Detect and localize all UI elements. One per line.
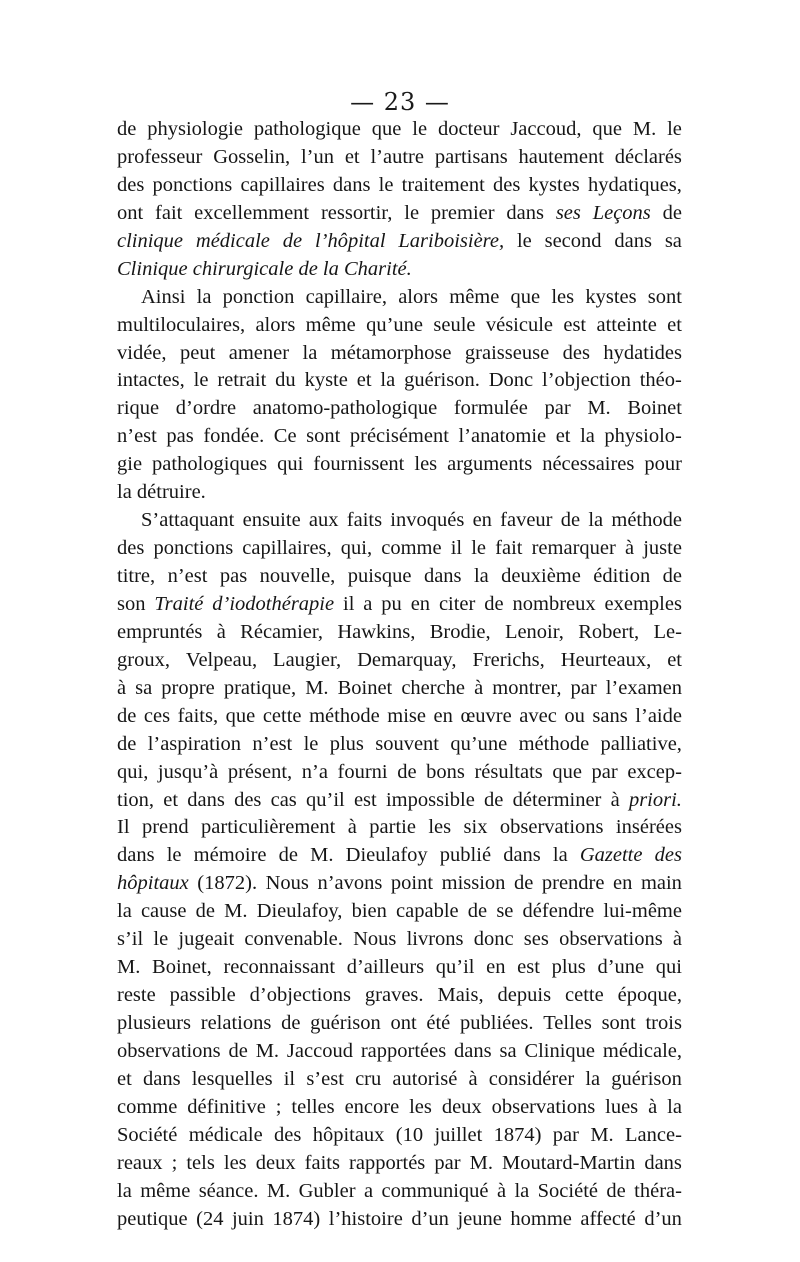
text-line: comme définitive ; telles encore les deux observations lues à la [117, 1095, 682, 1118]
text-line: gie pathologiques qui fournissent les arguments nécessaires pour [117, 453, 682, 476]
text-line: de ces faits, que cette méthode mise en œuvre avec ou sans l’aide [117, 704, 682, 727]
text-line: hôpitaux (1872). Nous n’avons point mission de prendre en main [117, 872, 682, 895]
text-line: Ainsi la ponction capillaire, alors même que les kystes sont [141, 285, 682, 308]
text-line: Société médicale des hôpitaux (10 juillet 1874) par M. Lance- [117, 1123, 682, 1146]
text-line: son Traité d’iodothérapie il a pu en citer de nombreux exemples [117, 592, 682, 615]
text-line: groux, Velpeau, Laugier, Demarquay, Frerichs, Heurteaux, et [117, 648, 682, 671]
text-line: plusieurs relations de guérison ont été publiées. Telles sont trois [117, 1012, 682, 1034]
text-line: clinique médicale de l’hôpital Lariboisière, le second dans sa [117, 229, 682, 252]
text-line: Clinique chirurgicale de la Charité. [117, 257, 412, 280]
text-line: multiloculaires, alors même qu’une seule vésicule est atteinte et [117, 313, 682, 336]
text-line: tion, et dans des cas qu’il est impossible de déterminer à priori. [117, 788, 682, 811]
text-line: et dans lesquelles il s’est cru autorisé à considérer la guérison [117, 1067, 682, 1090]
text-line: n’est pas fondée. Ce sont précisément l’anatomie et la physiolo- [117, 425, 682, 448]
text-line: rique d’ordre anatomo-pathologique formulée par M. Boinet [117, 397, 682, 420]
text-line: à sa propre pratique, M. Boinet cherche à montrer, par l’examen [117, 676, 682, 699]
text-line: qui, jusqu’à présent, n’a fourni de bons résultats que par excep- [117, 760, 682, 783]
text-line: la cause de M. Dieulafoy, bien capable de se défendre lui-même [117, 900, 682, 923]
text-line: la détruire. [117, 481, 206, 504]
text-line: de physiologie pathologique que le docteur Jaccoud, que M. le [117, 118, 682, 140]
text-line: professeur Gosselin, l’un et l’autre partisans hautement déclarés [117, 145, 682, 168]
text-line: intactes, le retrait du kyste et la guérison. Donc l’objection théo- [117, 369, 682, 392]
text-line: Il prend particulièrement à partie les six observations insérées [117, 816, 682, 839]
text-line: des ponctions capillaires, qui, comme il le fait remarquer à juste [117, 537, 682, 560]
text-line: vidée, peut amener la métamorphose graisseuse des hydatides [117, 341, 682, 364]
text-line: empruntés à Récamier, Hawkins, Brodie, Lenoir, Robert, Le- [117, 620, 682, 643]
text-line: la même séance. M. Gubler a communiqué à la Société de théra- [117, 1179, 682, 1202]
page-number: — 23 — [350, 88, 450, 116]
text-line: de l’aspiration n’est le plus souvent qu’une méthode palliative, [117, 732, 682, 755]
text-line: M. Boinet, reconnaissant d’ailleurs qu’il en est plus d’une qui [117, 956, 682, 979]
text-line: titre, n’est pas nouvelle, puisque dans la deuxième édition de [117, 565, 682, 587]
body-text [117, 116, 682, 1234]
text-line: dans le mémoire de M. Dieulafoy publié dans la Gazette des [117, 844, 682, 867]
text-line: ont fait excellemment ressortir, le premier dans ses Leçons de [117, 201, 682, 224]
text-line: S’attaquant ensuite aux faits invoqués en faveur de la méthode [141, 509, 682, 532]
text-line: observations de M. Jaccoud rapportées dans sa Clinique médicale, [117, 1039, 682, 1062]
text-line: s’il le jugeait convenable. Nous livrons donc ses observations à [117, 928, 682, 951]
text-line: reaux ; tels les deux faits rapportés par M. Moutard-Martin dans [117, 1151, 682, 1174]
text-line: des ponctions capillaires dans le traitement des kystes hydatiques, [117, 173, 682, 196]
text-line: reste passible d’objections graves. Mais, depuis cette époque, [117, 984, 682, 1007]
text-line: peutique (24 juin 1874) l’histoire d’un jeune homme affecté d’un [117, 1207, 682, 1230]
